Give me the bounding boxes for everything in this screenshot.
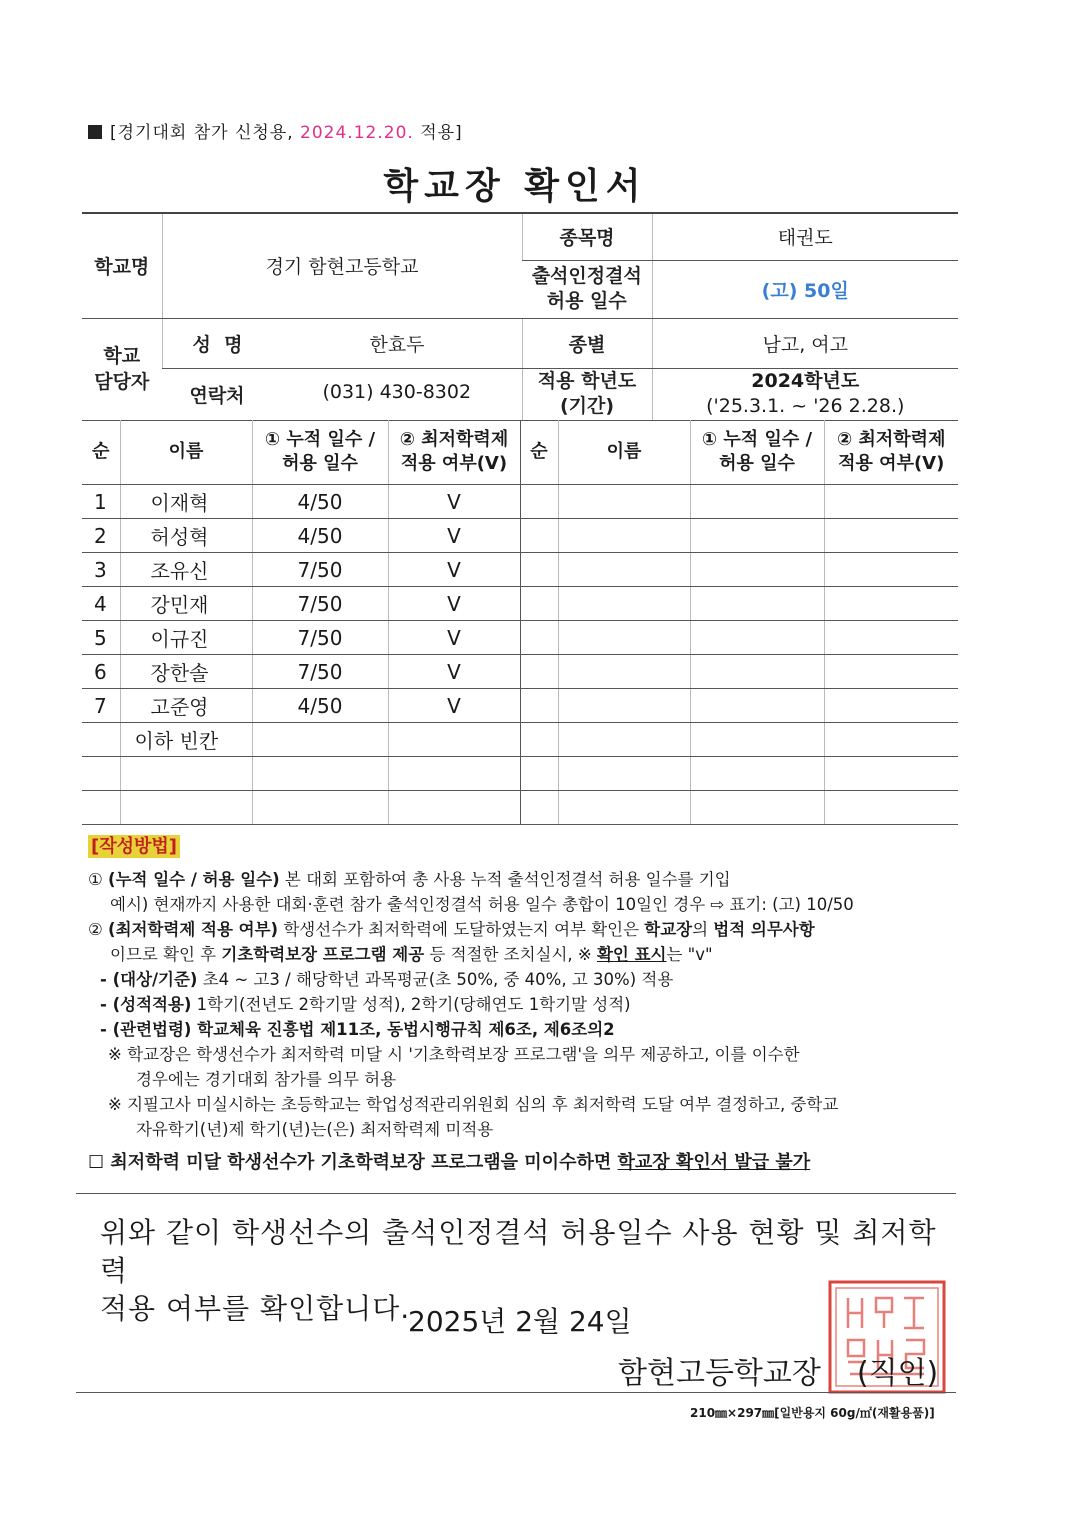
page-title: 학교장 확인서 <box>383 166 647 207</box>
info-table <box>82 212 958 421</box>
table-row <box>82 723 958 757</box>
year-value: 2024학년도 ('25.3.1. ~ '26 2.28.) <box>652 368 958 420</box>
name-value: 한효두 <box>369 333 425 356</box>
year-label: 적용 학년도 (기간) <box>522 368 652 420</box>
checkbox-icon: ☐ <box>88 1152 105 1173</box>
manager-label: 학교 담당자 <box>82 318 162 420</box>
paper-spec: 210㎜×297㎜[일반용지 60g/㎡(재활용품)] <box>690 1406 935 1420</box>
confirm-statement: 위와 같이 학생선수의 출석인정결석 허용일수 사용 현황 및 최저학력 적용 여부를 확인합니다. <box>100 1216 937 1325</box>
seal-label: (직인) <box>856 1356 939 1391</box>
event-value: 태권도 <box>652 213 958 260</box>
signer-name: 함현고등학교장 <box>618 1356 821 1391</box>
table-row: 4 강민재 7/50 V <box>82 587 958 621</box>
table-row: 7 고준영 4/50 V <box>82 689 958 723</box>
signer-block <box>618 1348 938 1392</box>
header-date: 2024.12.20. <box>300 123 414 143</box>
name-label: 성 명 <box>192 333 243 356</box>
manager-contact-cell <box>162 368 522 420</box>
manager-name-cell <box>162 318 522 368</box>
table-row <box>82 757 958 791</box>
school-value: 경기 함현고등학교 <box>162 213 522 318</box>
table-row: 6 장한솔 7/50 V <box>82 655 958 689</box>
issue-date: 2025년 2월 24일 <box>408 1305 632 1338</box>
contact-label: 연락처 <box>189 384 245 407</box>
divider <box>76 1392 956 1393</box>
table-row: 3 조유신 7/50 V <box>82 553 958 587</box>
student-table-header: 순 이름 ① 누적 일수 / 허용 일수 ② 최저학력제 적용 여부(V) 순 이름 ① 누적 일수 / 허용 일수 ② 최저학력제 적용 여부(V) <box>82 420 958 485</box>
table-row <box>82 791 958 825</box>
allowed-days-label: 출석인정결석 허용 일수 <box>522 260 652 318</box>
guide-tag: [작성방법] <box>88 835 180 858</box>
header-note: [경기대회 참가 신청용, 2024.12.20. 적용] <box>88 118 463 143</box>
table-row: 5 이규진 7/50 V <box>82 621 958 655</box>
square-bullet-icon <box>88 125 102 139</box>
blank-note: 이하 빈칸 <box>120 723 252 757</box>
type-value: 남고, 여고 <box>652 318 958 368</box>
allowed-days-value: (고) 50일 <box>652 260 958 318</box>
table-row: 2 허성혁 4/50 V <box>82 519 958 553</box>
type-label: 종별 <box>522 318 652 368</box>
writing-guide: [작성방법] ① (누적 일수 / 허용 일수) 본 대회 포함하여 총 사용 누적 출석인정결석 허용 일수를 기입 예시) 현재까지 사용한 대회·훈련 참가 출석인정결석 허용 일수 총합이 10일인 경우 ⇨ 표기: (고) 10/50 ② (최저학력제 적용 여부) 학생선수가 최저학력에 도달하였는지 여부 확인은 학교장의 법적 의무사항 이므로 확인 후 기초학력보장 프로그램 제공 등 적절한 조치실시, ※ 확인 표시는 "v" - (대상/기준) 초4 ~ 고3 / 해당학년 과목평균(초 50%, 중 40%, 고 30%) 적용 - (성적적용) 1학기(전년도 2학기말 성적), 2학기(당해연도 1학기말 성적) - (관련법령) 학교체육 진흥법 제11조, 동법시행규칙 제6조, 제6조의2 ※ 학교장은 학생선수가 최저학력 미달 시 '기초학력보장 프로그램'을 의무 제공하고, 이를 이수한 경우에는 경기대회 참가를 의무 허용 ※ 지필고사 미실시하는 초등학교는 학업성적관리위원회 심의 후 최저학력 도달 여부 결정하고, 중학교 자유학기(년)제 학기(년)는(은) 최저학력제 미적용 ☐ 최저학력 미달 학생선수가 기초학력보장 프로그램을 미이수하면 학교장 확인서 발급 불가 <box>88 836 854 1173</box>
table-row: 1 이재혁 4/50 V <box>82 485 958 519</box>
divider <box>76 1193 956 1194</box>
student-table <box>82 420 958 825</box>
school-label: 학교명 <box>82 213 162 318</box>
contact-value: (031) 430-8302 <box>322 380 472 403</box>
event-label: 종목명 <box>522 213 652 260</box>
